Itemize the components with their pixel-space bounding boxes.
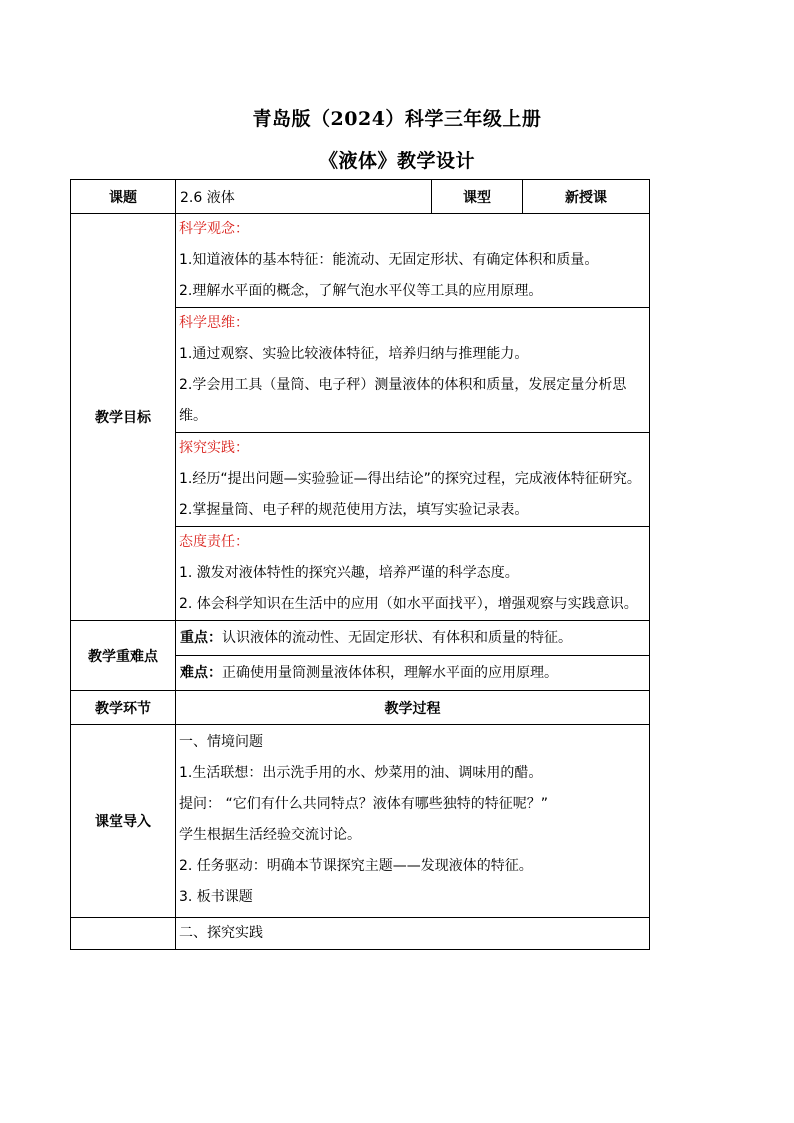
objective-item: 1.经历“提出问题—实验验证—得出结论”的探究过程，完成液体特征研究。	[179, 471, 641, 487]
focus-row	[176, 621, 649, 655]
process-header: 教学过程	[176, 691, 650, 725]
difficulty-text: 正确使用量筒测量液体体积，理解水平面的应用原理。	[222, 665, 558, 681]
key-points-label: 教学重难点	[71, 621, 176, 691]
intro-line: 学生根据生活经验交流讨论。	[179, 827, 361, 843]
objective-item: 2.学会用工具（量筒、电子秤）测量液体的体积和质量，发展定量分析思维。	[179, 377, 627, 424]
lesson-label: 课题	[71, 180, 176, 214]
intro-content	[176, 725, 650, 918]
intro-line: 一、情境问题	[179, 734, 263, 750]
focus-label: 重点：	[180, 630, 222, 646]
section-heading: 探究实践：	[179, 440, 249, 456]
practice-line: 二、探究实践	[179, 925, 263, 941]
document-subtitle: 《液体》教学设计	[318, 150, 475, 172]
objective-section-practice	[176, 433, 649, 527]
key-points-row	[71, 621, 650, 691]
focus-text: 认识液体的流动性、无固定形状、有体积和质量的特征。	[222, 630, 572, 646]
lesson-value: 2.6 液体	[176, 180, 432, 214]
stage-header: 教学环节	[71, 691, 176, 725]
objectives-content	[176, 214, 650, 621]
intro-line: 3. 板书课题	[179, 889, 253, 905]
process-header-row	[71, 691, 650, 725]
objective-section-attitude	[176, 527, 649, 620]
practice-content	[176, 918, 650, 950]
objective-item: 2. 体会科学知识在生活中的应用（如水平面找平），增强观察与实践意识。	[179, 596, 638, 612]
document-title: 青岛版（2024）科学三年级上册	[252, 108, 542, 130]
section-heading: 科学思维：	[179, 315, 249, 331]
difficulty-label: 难点：	[180, 665, 222, 681]
intro-line: 提问： “它们有什么共同特点？液体有哪些独特的特征呢？”	[179, 796, 548, 812]
objective-item: 2.理解水平面的概念，了解气泡水平仪等工具的应用原理。	[179, 283, 543, 299]
objectives-label: 教学目标	[71, 214, 176, 621]
type-value: 新授课	[523, 180, 650, 214]
objective-item: 1.通过观察、实验比较液体特征，培养归纳与推理能力。	[179, 346, 529, 362]
section-heading: 态度责任：	[179, 534, 249, 550]
objective-section-concept	[176, 214, 649, 308]
objective-section-thinking	[176, 308, 649, 433]
practice-row	[71, 918, 650, 950]
type-label: 课型	[432, 180, 523, 214]
intro-row	[71, 725, 650, 918]
section-heading: 科学观念：	[179, 221, 249, 237]
intro-line: 2. 任务驱动：明确本节课探究主题——发现液体的特征。	[179, 858, 533, 874]
key-points-content	[176, 621, 650, 691]
practice-label	[71, 918, 176, 950]
header-row	[71, 180, 650, 214]
objective-item: 1. 激发对液体特性的探究兴趣，培养严谨的科学态度。	[179, 565, 519, 581]
objective-item: 2.掌握量筒、电子秤的规范使用方法，填写实验记录表。	[179, 502, 529, 518]
objective-item: 1.知道液体的基本特征：能流动、无固定形状、有确定体积和质量。	[179, 252, 599, 268]
objectives-row	[71, 214, 650, 621]
lesson-plan-table	[70, 179, 650, 950]
intro-label: 课堂导入	[71, 725, 176, 918]
difficulty-row	[176, 655, 649, 690]
intro-line: 1.生活联想：出示洗手用的水、炒菜用的油、调味用的醋。	[179, 765, 543, 781]
